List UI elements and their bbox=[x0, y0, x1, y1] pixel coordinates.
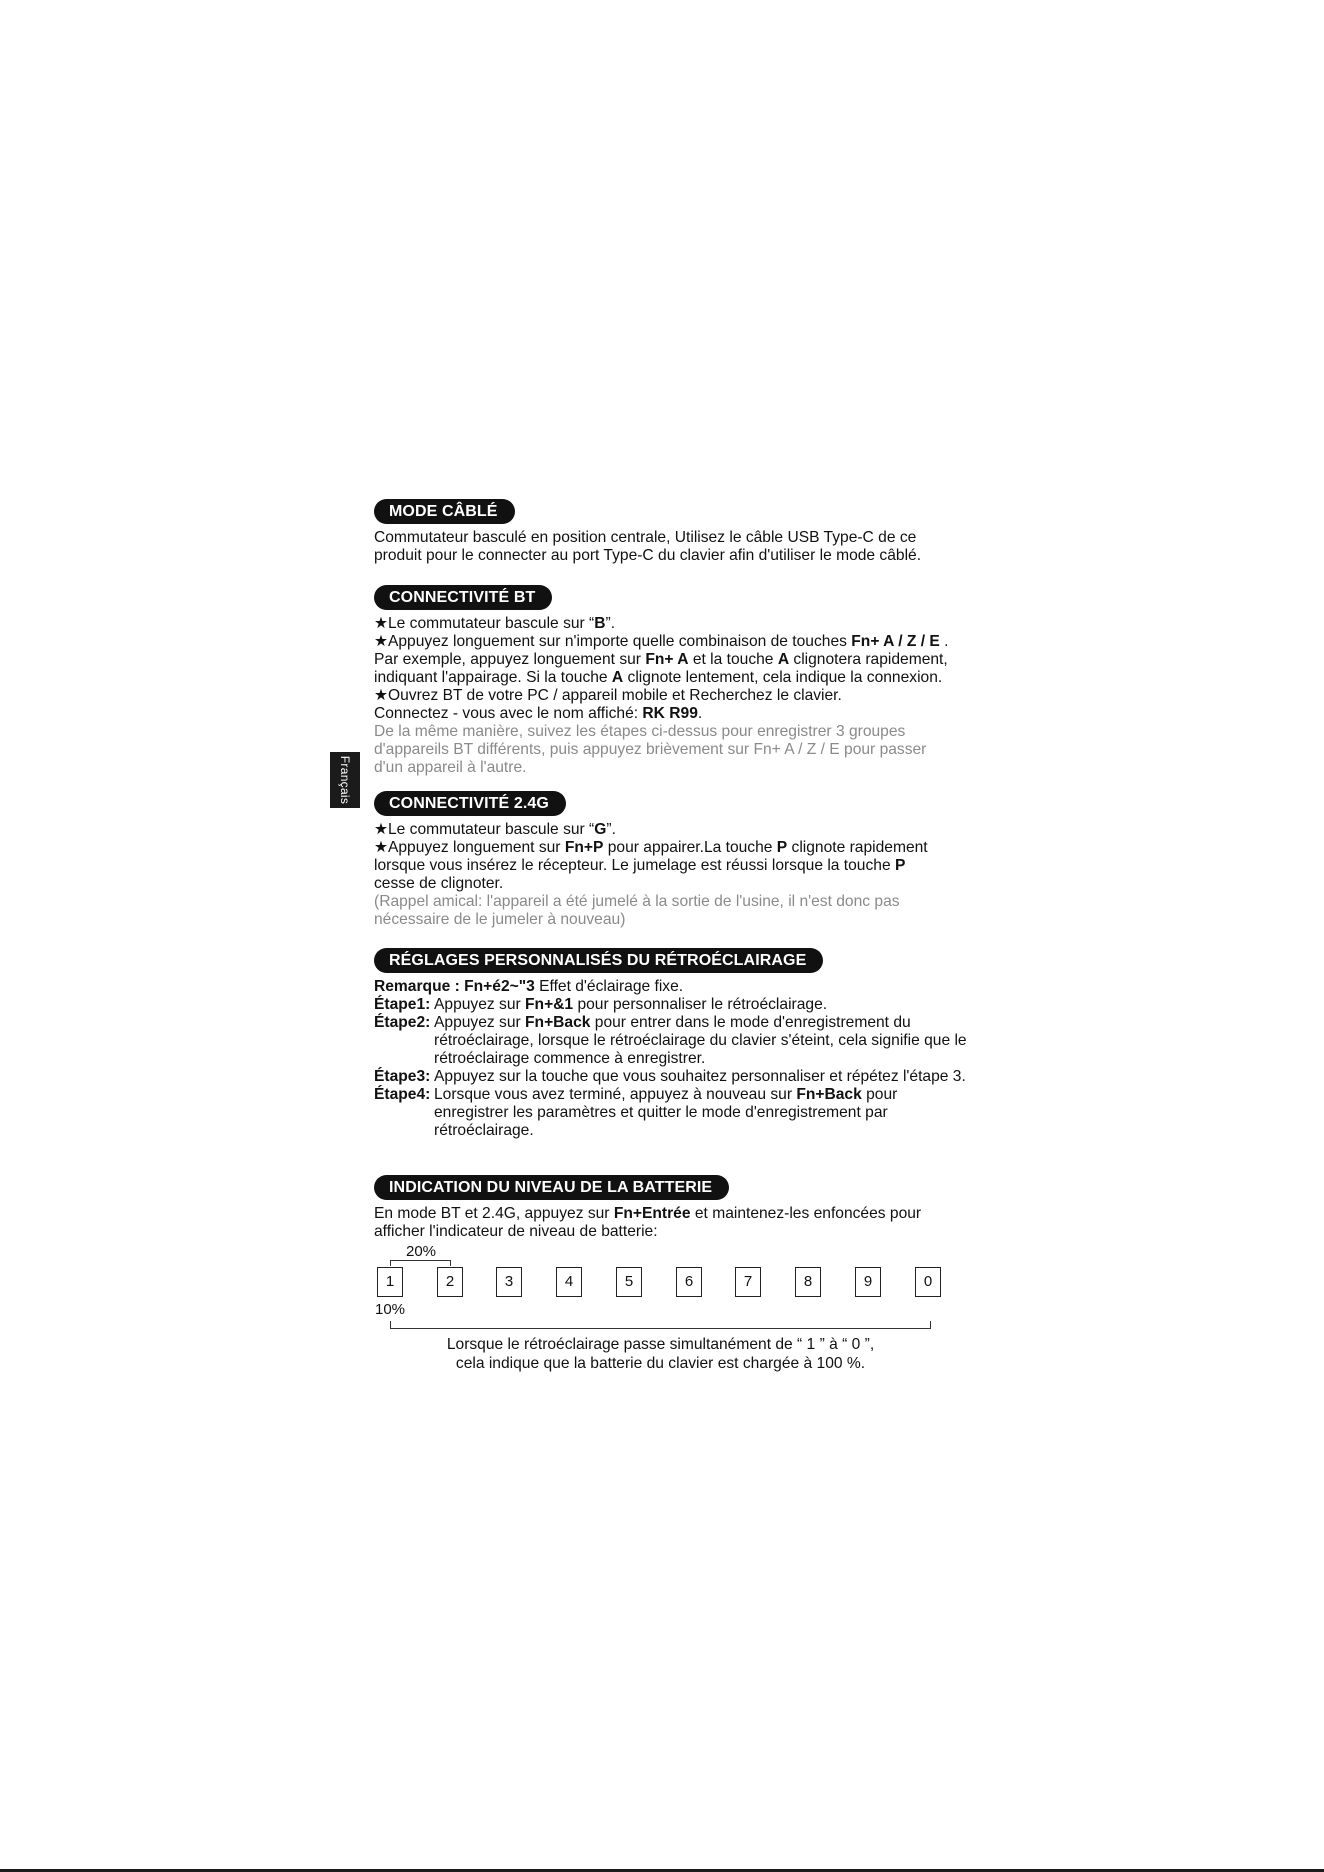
key-2: 2 bbox=[437, 1267, 463, 1297]
backlight-step-3: Étape3: Appuyez sur la touche que vous souhaitez personnaliser et répétez l'étape 3. bbox=[374, 1068, 966, 1085]
label-20-percent: 20% bbox=[406, 1243, 437, 1260]
backlight-remark: Remarque : Fn+é2~"3 Effet d'éclairage fixe. bbox=[374, 978, 684, 995]
heading-24g: CONNECTIVITÉ 2.4G bbox=[374, 791, 566, 816]
g24-note-1: (Rappel amical: l'appareil a été jumelé à la sortie de l'usine, il n'est donc pas bbox=[374, 893, 900, 910]
key-8: 8 bbox=[795, 1267, 821, 1297]
g24-line-3: lorsque vous insérez le récepteur. Le jumelage est réussi lorsque la touche P bbox=[374, 857, 906, 874]
bt-note-3: d'un appareil à l'autre. bbox=[374, 759, 527, 776]
wired-line-1: Commutateur basculé en position centrale, Utilisez le câble USB Type-C de ce bbox=[374, 529, 917, 546]
heading-wired: MODE CÂBLÉ bbox=[374, 499, 515, 524]
label-10-percent: 10% bbox=[375, 1301, 406, 1318]
backlight-step-4: Étape4: Lorsque vous avez terminé, appuyez à nouveau sur Fn+Back pour enregistrer les paramètres et quitter le mode d'enregistrement par rétroéclairage. bbox=[374, 1086, 898, 1139]
section-backlight bbox=[374, 948, 974, 1140]
battery-indicator-diagram bbox=[374, 1245, 974, 1381]
bracket-100-percent bbox=[390, 1321, 931, 1329]
bt-line-4: indiquant l'appairage. Si la touche A clignote lentement, cela indique la connexion. bbox=[374, 669, 943, 686]
section-24g bbox=[374, 791, 974, 929]
section-bt bbox=[374, 585, 974, 777]
key-1: 1 bbox=[377, 1267, 403, 1297]
key-5: 5 bbox=[616, 1267, 642, 1297]
bt-line-6: Connectez - vous avec le nom affiché: RK R99. bbox=[374, 705, 703, 722]
key-7: 7 bbox=[735, 1267, 761, 1297]
section-wired bbox=[374, 499, 974, 565]
key-9: 9 bbox=[855, 1267, 881, 1297]
bt-line-3: Par exemple, appuyez longuement sur Fn+ A et la touche A clignotera rapidement, bbox=[374, 651, 948, 668]
g24-line-1: ★Le commutateur bascule sur “G”. bbox=[374, 821, 616, 838]
key-0: 0 bbox=[915, 1267, 941, 1297]
language-tab-label: Français bbox=[338, 755, 353, 805]
wired-line-2: produit pour le connecter au port Type-C du clavier afin d'utiliser le mode câblé. bbox=[374, 547, 922, 564]
key-3: 3 bbox=[496, 1267, 522, 1297]
bt-note-1: De la même manière, suivez les étapes ci-dessus pour enregistrer 3 groupes bbox=[374, 723, 906, 740]
g24-note-2: nécessaire de le jumeler à nouveau) bbox=[374, 911, 626, 928]
bt-note-2: d'appareils BT différents, puis appuyez brièvement sur Fn+ A / Z / E pour passer bbox=[374, 741, 927, 758]
g24-line-2: ★Appuyez longuement sur Fn+P pour appairer.La touche P clignote rapidement bbox=[374, 839, 928, 856]
battery-note: Lorsque le rétroéclairage passe simultanément de “ 1 ” à “ 0 ”, cela indique que la batterie du clavier est chargée à 100 %. bbox=[446, 1336, 875, 1372]
backlight-step-2: Étape2: Appuyez sur Fn+Back pour entrer dans le mode d'enregistrement du rétroéclairage, lorsque le rétroéclairage du clavier s'éteint, cela signifie que le rétroéclairage commence à enregistrer. bbox=[374, 1014, 967, 1067]
heading-bt: CONNECTIVITÉ BT bbox=[374, 585, 552, 610]
heading-backlight: RÉGLAGES PERSONNALISÉS DU RÉTROÉCLAIRAGE bbox=[374, 948, 823, 973]
battery-line-1: En mode BT et 2.4G, appuyez sur Fn+Entrée et maintenez-les enfoncées pour bbox=[374, 1205, 922, 1222]
heading-battery: INDICATION DU NIVEAU DE LA BATTERIE bbox=[374, 1175, 729, 1200]
bracket-20-percent bbox=[390, 1260, 451, 1266]
g24-line-4: cesse de clignoter. bbox=[374, 875, 504, 892]
bt-line-1: ★Le commutateur bascule sur “B”. bbox=[374, 615, 616, 632]
backlight-step-1: Étape1: Appuyez sur Fn+&1 pour personnaliser le rétroéclairage. bbox=[374, 996, 828, 1013]
key-4: 4 bbox=[556, 1267, 582, 1297]
language-tab bbox=[330, 752, 360, 808]
bt-line-2: ★Appuyez longuement sur n'importe quelle combinaison de touches Fn+ A / Z / E . bbox=[374, 633, 949, 650]
section-battery bbox=[374, 1175, 974, 1241]
bt-line-5: ★Ouvrez BT de votre PC / appareil mobile et Recherchez le clavier. bbox=[374, 687, 842, 704]
key-6: 6 bbox=[676, 1267, 702, 1297]
battery-line-2: afficher l'indicateur de niveau de batterie: bbox=[374, 1223, 658, 1240]
